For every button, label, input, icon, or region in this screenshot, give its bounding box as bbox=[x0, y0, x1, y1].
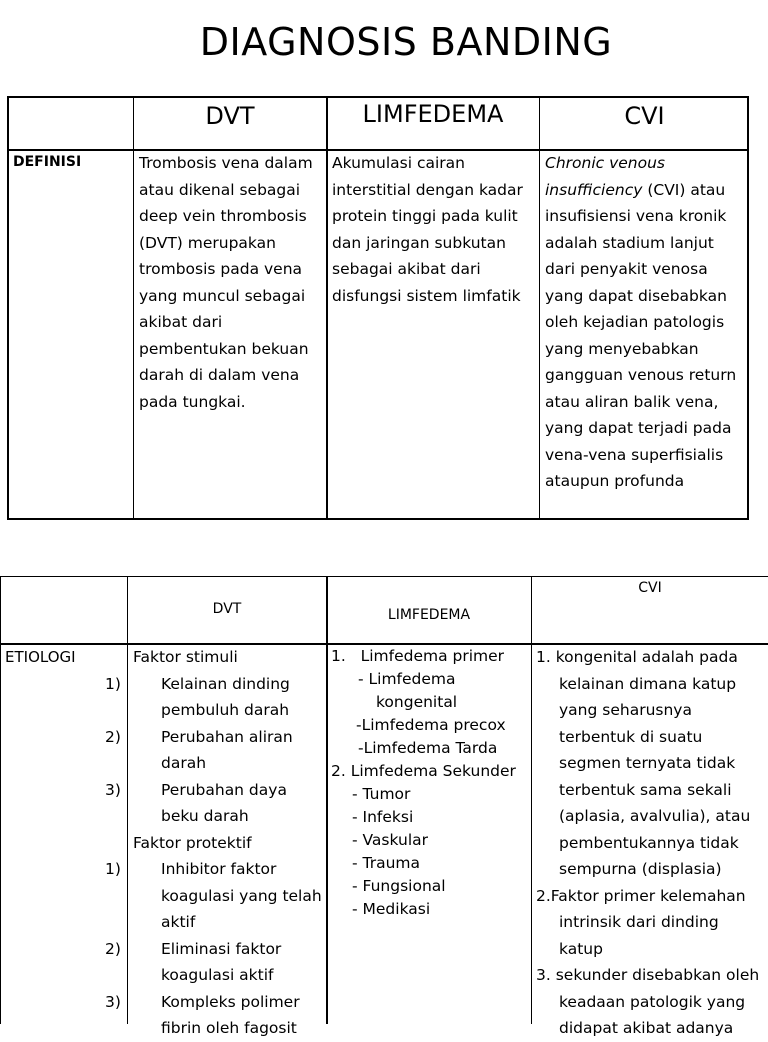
list-item: - Medikasi bbox=[352, 900, 431, 918]
list-item: - Trauma bbox=[352, 854, 421, 872]
list-item: -Limfedema precox bbox=[356, 716, 506, 734]
etiologi-dvt bbox=[105, 644, 325, 1042]
row-label-etiologi: ETIOLOGI bbox=[5, 648, 76, 666]
header-dvt: DVT bbox=[212, 601, 242, 617]
column-divider bbox=[531, 576, 532, 1024]
column-divider bbox=[127, 576, 128, 1024]
column-divider bbox=[133, 96, 134, 520]
definisi-limfedema: Akumulasi cairan interstitial dengan kadar protein tinggi pada kulit dan jaringan subkutan sebagai akibat dari disfungsi sistem limfatik bbox=[332, 154, 523, 305]
header-cvi: CVI bbox=[638, 580, 662, 596]
header-cvi: CVI bbox=[624, 102, 665, 130]
list-item: 3. sekunder disebabkan oleh keadaan patologik yang didapat akibat adanya bbox=[536, 966, 760, 1037]
list-item: - Fungsional bbox=[352, 877, 446, 895]
header-limfedema: LIMFEDEMA bbox=[362, 100, 504, 128]
column-divider bbox=[539, 96, 540, 520]
table-border bbox=[0, 576, 768, 577]
header-limfedema: LIMFEDEMA bbox=[387, 607, 471, 623]
list-item: 2) Eliminasi faktor koagulasi aktif bbox=[105, 939, 282, 984]
list-item: 1) Kelainan dinding pembuluh darah bbox=[105, 674, 290, 719]
cvi-description: (CVI) atau insufisiensi vena kronik adalah stadium lanjut dari penyakit venosa yang dapat disebabkan oleh kejadian patologis yang menyebabkan gangguan venous return atau aliran balik vena, yang dapat terjadi pada vena-vena superfisialis ataupun profunda bbox=[545, 180, 737, 490]
primer-title: 1. Limfedema primer bbox=[331, 647, 505, 665]
list-item: -Limfedema Tarda bbox=[358, 739, 498, 757]
list-item: 2) Perubahan aliran darah bbox=[105, 727, 293, 772]
column-divider bbox=[326, 576, 328, 1024]
list-item: 3) Perubahan daya beku darah bbox=[105, 780, 287, 825]
column-divider bbox=[326, 96, 328, 520]
table-border bbox=[0, 576, 1, 1024]
list-item: 3) Kompleks polimer fibrin oleh fagosit bbox=[105, 992, 300, 1037]
list-item: - Tumor bbox=[352, 785, 411, 803]
protektif-title: Faktor protektif bbox=[133, 833, 252, 852]
list-item: 1. kongenital adalah pada kelainan dimana katup yang seharusnya terbentuk di suatu segmen ternyata tidak terbentuk sama sekali (aplasia, avalvulia), atau pembentukannya tidak sempurna (displasia) bbox=[536, 648, 751, 878]
list-item: - Vaskular bbox=[352, 831, 428, 849]
sekunder-title: 2. Limfedema Sekunder bbox=[331, 762, 516, 780]
list-item: 2.Faktor primer kelemahan intrinsik dari dinding katup bbox=[536, 886, 746, 958]
list-item: - Infeksi bbox=[352, 808, 414, 826]
etiologi-cvi bbox=[536, 644, 766, 1042]
list-item: 1) Inhibitor faktor koagulasi yang telah aktif bbox=[105, 860, 322, 931]
definisi-dvt: Trombosis vena dalam atau dikenal sebagai deep vein thrombosis (DVT) merupakan trombosis pada vena yang muncul sebagai akibat dari pembentukan bekuan darah di dalam vena pada tungkai. bbox=[139, 154, 313, 411]
row-label-definisi: DEFINISI bbox=[13, 154, 82, 170]
page-title: DIAGNOSIS BANDING bbox=[199, 20, 613, 64]
stimuli-title: Faktor stimuli bbox=[133, 648, 238, 666]
cvi-term: Chronic venous insufficiency bbox=[545, 154, 665, 199]
list-item: - Limfedema kongenital bbox=[358, 670, 458, 711]
definisi-cvi bbox=[545, 150, 743, 495]
etiologi-limfedema bbox=[331, 645, 529, 921]
header-dvt: DVT bbox=[205, 102, 255, 130]
